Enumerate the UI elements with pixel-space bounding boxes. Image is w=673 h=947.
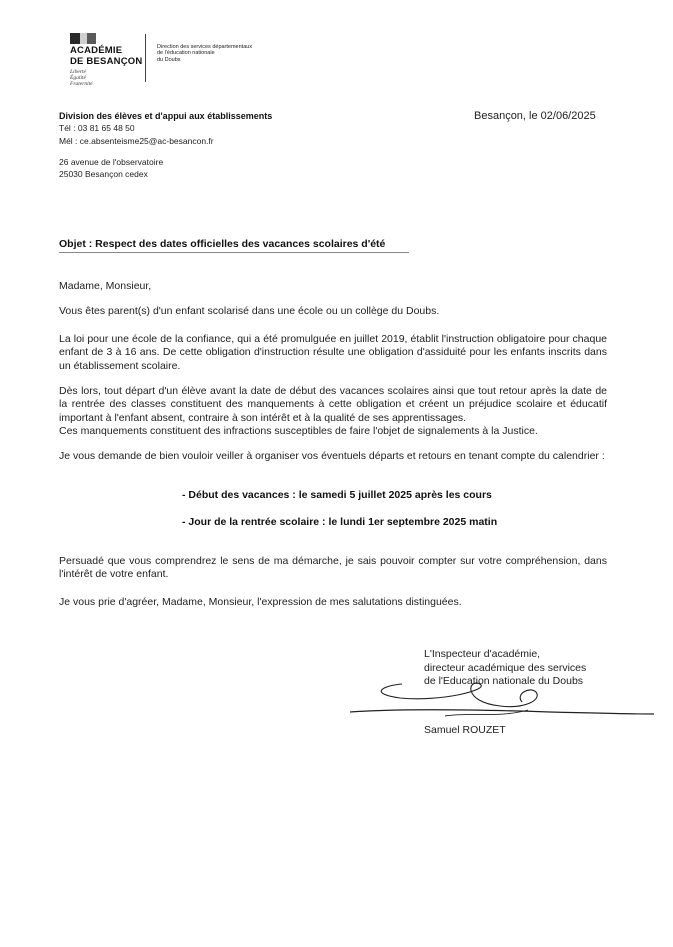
sender-email: Mél : ce.absenteisme25@ac-besancon.fr bbox=[59, 136, 214, 146]
academy-logo-text: ACADÉMIE DE BESANÇON bbox=[70, 45, 143, 67]
letter-subject: Objet : Respect des dates officielles des vacances scolaires d'été bbox=[59, 238, 386, 250]
paragraph-3: Dès lors, tout départ d'un élève avant la date de début des vacances scolaires ainsi que tout retour après la date de la rentrée des classes constituent des manquements à cette obligation et créent un préjudice scolaire et éducatif important à l'enfant absent, contraire à son intérêt et à la qualité de ses apprentissages. bbox=[59, 385, 607, 424]
place-date: Besançon, le 02/06/2025 bbox=[474, 110, 596, 122]
paragraph-2: La loi pour une école de la confiance, qui a été promulguée en juillet 2019, établit l'instruction obligatoire pour chaque enfant de 3 à 16 ans. De cette obligation d'instruction résulte une obligation d'assiduité pour les enfants inscrits dans un établissement scolaire. bbox=[59, 333, 607, 372]
handwritten-signature bbox=[350, 672, 655, 722]
sender-phone: Tél : 03 81 65 48 50 bbox=[59, 123, 135, 133]
paragraph-1: Vous êtes parent(s) d'un enfant scolarisé dans une école ou un collège du Doubs. bbox=[59, 305, 440, 317]
salutation: Madame, Monsieur, bbox=[59, 280, 152, 292]
signatory-name: Samuel ROUZET bbox=[424, 724, 506, 736]
date-school-return: - Jour de la rentrée scolaire : le lundi 1er septembre 2025 matin bbox=[182, 516, 498, 528]
paragraph-6: Je vous prie d'agréer, Madame, Monsieur, l'expression de mes salutations distinguées. bbox=[59, 596, 462, 608]
paragraph-3b: Ces manquements constituent des infractions susceptibles de faire l'objet de signalements à la Justice. bbox=[59, 425, 538, 437]
sender-address-line2: 25030 Besançon cedex bbox=[59, 169, 148, 179]
signatory-title: L'Inspecteur d'académie, directeur académique des services de l'Education nationale du Doubs bbox=[424, 648, 587, 687]
republique-flag-icon bbox=[70, 33, 96, 44]
paragraph-5: Persuadé que vous comprendrez le sens de ma démarche, je sais pouvoir compter sur votre compréhension, dans l'intérêt de votre enfant. bbox=[59, 555, 607, 581]
dsden-label: Direction des services départementaux de l'éducation nationale du Doubs bbox=[157, 44, 253, 63]
subject-underline bbox=[59, 252, 409, 253]
header-divider bbox=[145, 34, 146, 82]
sender-address-line1: 26 avenue de l'observatoire bbox=[59, 157, 164, 167]
republic-motto: Liberté Égalité Fraternité bbox=[70, 69, 93, 88]
paragraph-4: Je vous demande de bien vouloir veiller à organiser vos éventuels départs et retours en tenant compte du calendrier : bbox=[59, 450, 605, 462]
date-vacation-start: - Début des vacances : le samedi 5 juillet 2025 après les cours bbox=[182, 489, 492, 501]
sender-division: Division des élèves et d'appui aux établissements bbox=[59, 111, 273, 121]
